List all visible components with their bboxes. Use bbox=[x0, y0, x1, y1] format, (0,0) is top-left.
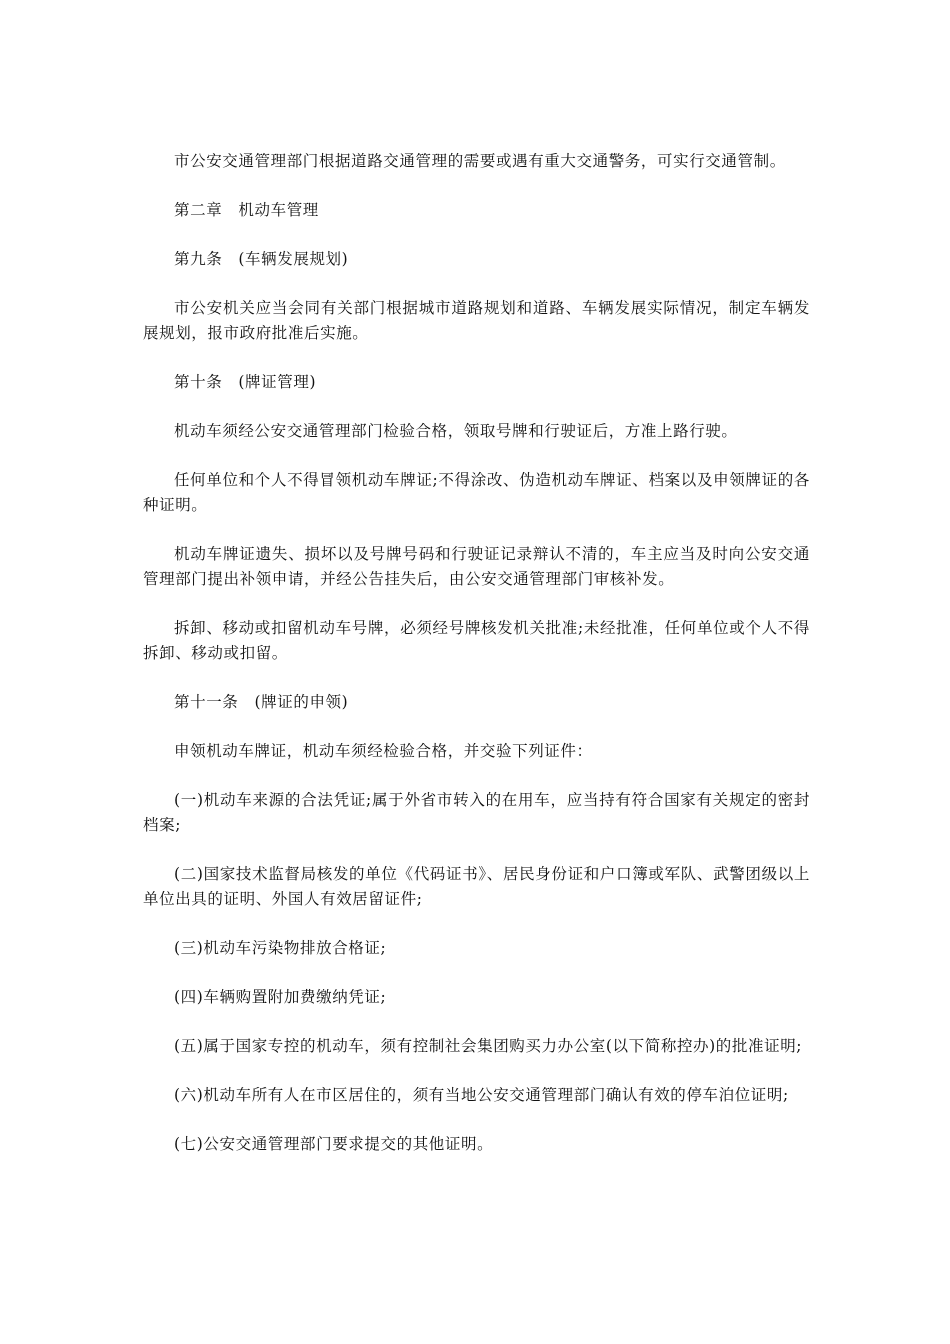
article-heading-9: 第九条 (车辆发展规划) bbox=[174, 250, 349, 268]
list-item-5: (五)属于国家专控的机动车，须有控制社会集团购买力办公室(以下简称控办)的批准证明; bbox=[174, 1037, 803, 1055]
chapter-heading: 第二章 机动车管理 bbox=[174, 201, 319, 219]
article-heading-11: 第十一条 (牌证的申领) bbox=[174, 693, 349, 711]
paragraph-forgery: 任何单位和个人不得冒领机动车牌证;不得涂改、伪造机动车牌证、档案以及申领牌证的各种证明。 bbox=[143, 471, 810, 514]
article-heading-10: 第十条 (牌证管理) bbox=[174, 373, 317, 391]
paragraph-lost-plates: 机动车牌证遗失、损坏以及号牌号码和行驶证记录辩认不清的，车主应当及时向公安交通管理部门提出补领申请，并经公告挂失后，由公安交通管理部门审核补发。 bbox=[143, 545, 810, 588]
paragraph-removal: 拆卸、移动或扣留机动车号牌，必须经号牌核发机关批准;未经批准，任何单位或个人不得拆卸、移动或扣留。 bbox=[143, 619, 810, 662]
list-item-2: (二)国家技术监督局核发的单位《代码证书》、居民身份证和户口簿或军队、武警团级以上单位出具的证明、外国人有效居留证件; bbox=[143, 865, 810, 908]
paragraph-inspection: 机动车须经公安交通管理部门检验合格，领取号牌和行驶证后，方准上路行驶。 bbox=[174, 422, 738, 440]
list-item-7: (七)公安交通管理部门要求提交的其他证明。 bbox=[174, 1135, 494, 1153]
list-item-3: (三)机动车污染物排放合格证; bbox=[174, 939, 387, 957]
list-item-1: (一)机动车来源的合法凭证;属于外省市转入的在用车，应当持有符合国家有关规定的密封档案; bbox=[143, 791, 810, 834]
paragraph-application: 申领机动车牌证，机动车须经检验合格，并交验下列证件： bbox=[174, 742, 593, 760]
list-item-4: (四)车辆购置附加费缴纳凭证; bbox=[174, 988, 387, 1006]
paragraph-vehicle-plan: 市公安机关应当会同有关部门根据城市道路规划和道路、车辆发展实际情况，制定车辆发展规划，报市政府批准后实施。 bbox=[143, 299, 810, 342]
paragraph-traffic-control: 市公安交通管理部门根据道路交通管理的需要或遇有重大交通警务，可实行交通管制。 bbox=[174, 152, 786, 170]
list-item-6: (六)机动车所有人在市区居住的，须有当地公安交通管理部门确认有效的停车泊位证明; bbox=[174, 1086, 789, 1104]
document-body bbox=[143, 149, 810, 1181]
